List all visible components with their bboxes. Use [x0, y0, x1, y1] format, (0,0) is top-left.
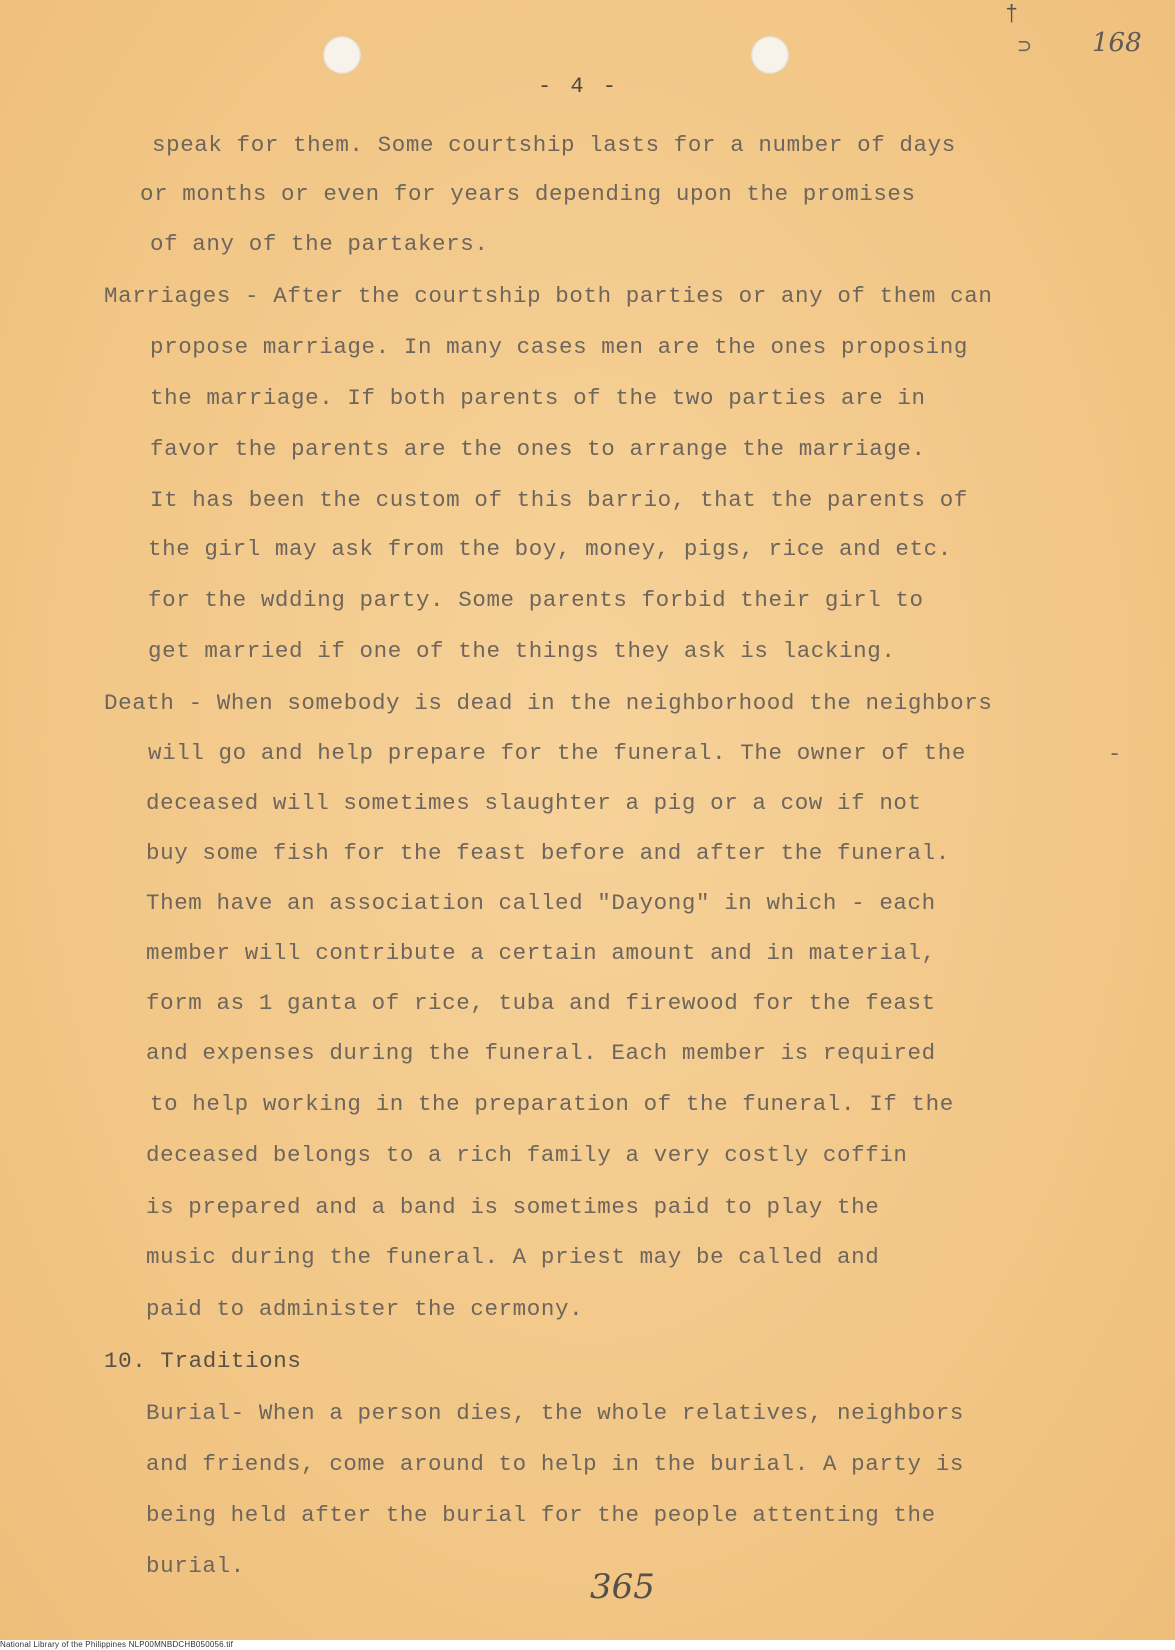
footer-label: National Library of the Philippines NLP00MNBDCHB050056.tif — [0, 1640, 234, 1649]
text-line: It has been the custom of this barrio, that the parents of — [150, 487, 968, 513]
text-line: burial. — [146, 1553, 245, 1579]
text-line: will go and help prepare for the funeral. The owner of the — [148, 740, 966, 766]
punch-hole-right — [751, 36, 789, 74]
text-line: Marriages - After the courtship both parties or any of them can — [104, 283, 993, 309]
text-line: music during the funeral. A priest may be called and — [146, 1244, 880, 1270]
text-line: Burial- When a person dies, the whole relatives, neighbors — [146, 1400, 964, 1426]
punch-hole-left — [323, 36, 361, 74]
corner-mark-2: ⊃ — [1018, 35, 1032, 60]
corner-mark: † — [1005, 2, 1019, 27]
text-line: paid to administer the cermony. — [146, 1296, 584, 1322]
text-line: and expenses during the funeral. Each member is required — [146, 1040, 936, 1066]
text-line: form as 1 ganta of rice, tuba and firewood for the feast — [146, 990, 936, 1016]
text-line: and friends, come around to help in the burial. A party is — [146, 1451, 964, 1477]
text-line: member will contribute a certain amount and in material, — [146, 940, 936, 966]
text-line: the marriage. If both parents of the two parties are in — [150, 385, 926, 411]
text-line: buy some fish for the feast before and after the funeral. — [146, 840, 950, 866]
text-line: deceased will sometimes slaughter a pig or a cow if not — [146, 790, 922, 816]
text-line: speak for them. Some courtship lasts for a number of days — [152, 132, 956, 158]
text-line: propose marriage. In many cases men are the ones proposing — [150, 334, 968, 360]
text-line: is prepared and a band is sometimes paid to play the — [146, 1194, 880, 1220]
text-line: favor the parents are the ones to arrange the marriage. — [150, 436, 926, 462]
text-line: to help working in the preparation of the funeral. If the — [150, 1091, 954, 1117]
text-line: or months or even for years depending upon the promises — [140, 181, 916, 207]
text-line: deceased belongs to a rich family a very costly coffin — [146, 1142, 908, 1168]
text-line: get married if one of the things they ask is lacking. — [148, 638, 896, 664]
page-number: - 4 - — [538, 74, 620, 99]
text-line: Them have an association called "Dayong" in which - each — [146, 890, 936, 916]
text-line: for the wdding party. Some parents forbid their girl to — [148, 587, 924, 613]
scan-footer — [0, 1640, 1175, 1650]
margin-mark: - — [1108, 742, 1122, 767]
handwritten-number: 365 — [590, 1567, 655, 1607]
text-line: of any of the partakers. — [150, 231, 489, 257]
text-line: Death - When somebody is dead in the neighborhood the neighbors — [104, 690, 993, 716]
section-heading: 10. Traditions — [104, 1348, 302, 1374]
folio-number: 168 — [1092, 28, 1142, 58]
text-line: the girl may ask from the boy, money, pigs, rice and etc. — [148, 536, 952, 562]
text-line: being held after the burial for the people attenting the — [146, 1502, 936, 1528]
